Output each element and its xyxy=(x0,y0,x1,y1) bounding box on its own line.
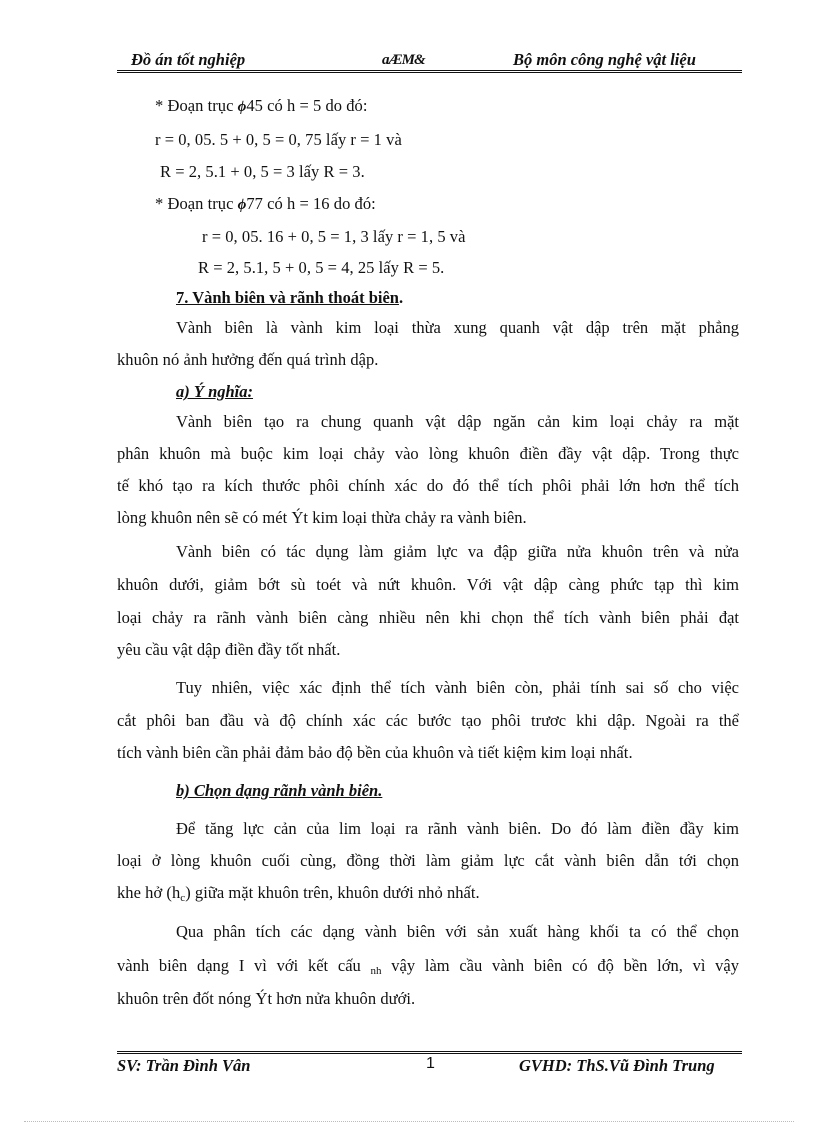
para1-line-4: lòng khuôn nên sẽ có mét Ýt kim loại thừa chảy ra vành biên. xyxy=(117,508,527,527)
para5-line-1: Qua phân tích các dạng vành biên với sản xuất hàng khối ta có thể chọn xyxy=(176,922,739,941)
header-ornament: aÆM& xyxy=(382,52,425,68)
page-edge-divider xyxy=(24,1121,794,1122)
calc-line-2: r = 0, 05. 5 + 0, 5 = 0, 75 lấy r = 1 và xyxy=(155,130,402,149)
calc-line-6: R = 2, 5.1, 5 + 0, 5 = 4, 25 lấy R = 5. xyxy=(198,258,445,277)
intro-line-2: khuôn nó ảnh hưởng đến quá trình dập. xyxy=(117,350,379,369)
para1-line-3: tế khó tạo ra kích thước phôi chính xác do đó thể tích phôi phải lớn hơn thể tích xyxy=(117,476,739,495)
header-left: Đồ án tốt nghiệp xyxy=(131,50,246,69)
calc-line-3: R = 2, 5.1 + 0, 5 = 3 lấy R = 3. xyxy=(160,162,365,181)
para3-line-1: Tuy nhiên, việc xác định thể tích vành biên còn, phải tính sai số cho việc xyxy=(176,678,739,697)
calc-line-4: * Đoạn trục ϕ77 có h = 16 do đó: xyxy=(155,194,376,213)
subheading-a: a) Ý nghĩa: xyxy=(176,382,254,401)
header-right: Bộ môn công nghệ vật liệu xyxy=(513,50,696,69)
para3-line-3: tích vành biên cần phải đảm bảo độ bền của khuôn và tiết kiệm kim loại nhất. xyxy=(117,743,633,762)
para4-line-1: Để tăng lực cản của lim loại ra rãnh vành biên. Do đó làm điền đầy kim xyxy=(176,819,739,838)
footer-student: SV: Trần Đình Vân xyxy=(117,1056,251,1075)
para4-line-2: loại ở lòng khuôn cuối cùng, đồng thời làm giảm lực cắt vành biên dẫn tới chọn xyxy=(117,851,739,870)
footer-rule-2 xyxy=(117,1053,742,1054)
footer-advisor: GVHD: ThS.Vũ Đình Trung xyxy=(519,1056,715,1075)
para5-line-2: vành biên dạng I vì với kết cấu $_{nh}$ vậy làm cầu vành biên có độ bền lớn, vì vậy xyxy=(117,956,740,977)
para1-line-1: Vành biên tạo ra chung quanh vật dập ngăn cản kim loại chảy ra mặt xyxy=(176,412,739,431)
intro-line-1: Vành biên là vành kim loại thừa xung quanh vật dập trên mặt phẳng xyxy=(176,318,739,337)
footer-rule xyxy=(117,1051,742,1052)
para2-line-2: khuôn dưới, giảm bớt sù toét và nứt khuôn. Với vật dập càng phức tạp thì kim xyxy=(117,575,739,594)
para2-line-4: yêu cầu vật dập điền đầy tốt nhất. xyxy=(117,640,341,659)
section-title: 7. Vành biên và rãnh thoát biên. xyxy=(176,288,404,307)
calc-line-5: r = 0, 05. 16 + 0, 5 = 1, 3 lấy r = 1, 5 và xyxy=(202,227,466,246)
header-rule xyxy=(117,70,742,71)
page-number: 1 xyxy=(426,1055,435,1072)
subheading-b: b) Chọn dạng rãnh vành biên. xyxy=(176,781,383,800)
calc-line-1: * Đoạn trục ϕ45 có h = 5 do đó: xyxy=(155,96,368,115)
header-rule-2 xyxy=(117,72,742,73)
para5-line-3: khuôn trên đốt nóng Ýt hơn nửa khuôn dưới. xyxy=(117,989,416,1008)
para1-line-2: phân khuôn mà buộc kim loại chảy vào lòng khuôn điền đầy vật dập. Trong thực xyxy=(117,444,739,463)
para2-line-1: Vành biên có tác dụng làm giảm lực va đập giữa nửa khuôn trên và nửa xyxy=(176,542,739,561)
para4-line-3: khe hở $(h_c)$ giữa mặt khuôn trên, khuôn dưới nhỏ nhất. xyxy=(117,883,480,904)
para3-line-2: cắt phôi ban đầu và độ chính xác các bước tạo phôi trươc khi dập. Ngoài ra thể xyxy=(117,711,739,730)
para2-line-3: loại chảy ra rãnh vành biên càng nhiều nên khi chọn thể tích vành biên phải đạt xyxy=(117,608,739,627)
